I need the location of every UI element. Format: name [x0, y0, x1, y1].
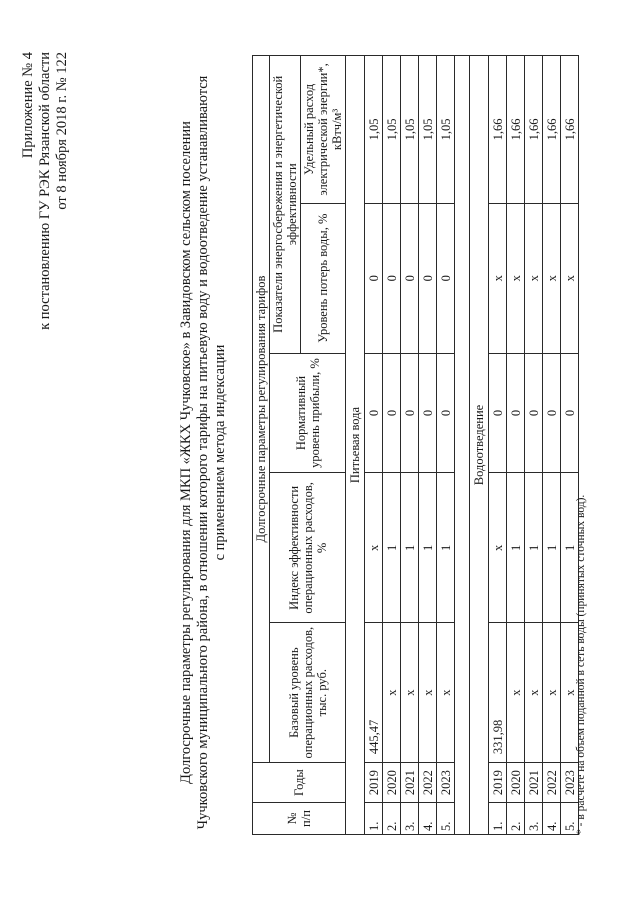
row-profit: 0 [543, 353, 561, 473]
row-year: 2020 [507, 763, 525, 803]
row-num: 3. [525, 803, 543, 835]
row-index: x [365, 473, 383, 623]
title-line-3: с применением метода индексации [212, 344, 228, 561]
table-row [507, 56, 525, 835]
row-energy: 1,66 [489, 56, 507, 204]
row-year: 2021 [401, 763, 419, 803]
header-energy-use: Удельный расход электрической энергии*, кВтч/м³ [301, 56, 346, 204]
row-loss: 0 [437, 203, 455, 353]
row-num: 1. [489, 803, 507, 835]
row-index: 1 [437, 473, 455, 623]
row-profit: 0 [561, 353, 579, 473]
row-profit: 0 [437, 353, 455, 473]
section-wastewater: Водоотведение [470, 56, 489, 835]
row-index: 1 [543, 473, 561, 623]
row-energy: 1,05 [401, 56, 419, 204]
document-title [178, 20, 229, 885]
header-num: № п/п [253, 803, 346, 835]
row-index: 1 [561, 473, 579, 623]
row-num: 4. [543, 803, 561, 835]
row-index: x [489, 473, 507, 623]
row-loss: 0 [365, 203, 383, 353]
parameters-table [252, 55, 579, 835]
row-num: 4. [419, 803, 437, 835]
row-index: 1 [419, 473, 437, 623]
row-profit: 0 [419, 353, 437, 473]
row-index: 1 [507, 473, 525, 623]
appendix-date: от 8 ноября 2018 г. № 122 [54, 52, 70, 210]
row-base: x [419, 623, 437, 763]
row-profit: 0 [383, 353, 401, 473]
row-base: x [525, 623, 543, 763]
row-year: 2023 [437, 763, 455, 803]
row-profit: 0 [489, 353, 507, 473]
row-num: 5. [561, 803, 579, 835]
row-loss: 0 [401, 203, 419, 353]
row-base: x [507, 623, 525, 763]
header-water-loss: Уровень потерь воды, % [301, 203, 346, 353]
row-year: 2023 [561, 763, 579, 803]
row-loss: 0 [383, 203, 401, 353]
row-energy: 1,66 [561, 56, 579, 204]
row-year: 2019 [489, 763, 507, 803]
row-loss: x [489, 203, 507, 353]
table-row [419, 56, 437, 835]
row-base: x [383, 623, 401, 763]
row-num: 2. [383, 803, 401, 835]
row-energy: 1,05 [383, 56, 401, 204]
row-num: 5. [437, 803, 455, 835]
header-profit-level: Нормативный уровень прибыли, % [270, 353, 346, 473]
header-energy-group: Показатели энергосбережения и энергетической эффективности [270, 56, 301, 354]
appendix-resolution: к постановлению ГУ РЭК Рязанской области [37, 52, 53, 330]
header-efficiency-index: Индекс эффективности операционных расходов, % [270, 473, 346, 623]
row-num: 1. [365, 803, 383, 835]
row-energy: 1,66 [543, 56, 561, 204]
row-base: 331,98 [489, 623, 507, 763]
row-base: x [561, 623, 579, 763]
table-row [525, 56, 543, 835]
row-year: 2019 [365, 763, 383, 803]
row-energy: 1,66 [507, 56, 525, 204]
row-profit: 0 [507, 353, 525, 473]
footnote: * - в расчете на объем поданной в сеть воды (принятых сточных вод). [575, 494, 587, 835]
row-loss: x [525, 203, 543, 353]
header-years: Годы [253, 763, 346, 803]
row-energy: 1,05 [437, 56, 455, 204]
row-energy: 1,66 [525, 56, 543, 204]
row-base: x [437, 623, 455, 763]
title-line-2: Чучковского муниципального района, в отношении которого тарифы на питьевую воду и водоотведение устанавливаются [195, 75, 211, 830]
row-loss: 0 [419, 203, 437, 353]
row-profit: 0 [401, 353, 419, 473]
row-base: x [401, 623, 419, 763]
header-base-level: Базовый уровень операционных расходов, тыс. руб. [270, 623, 346, 763]
row-base: 445,47 [365, 623, 383, 763]
row-energy: 1,05 [365, 56, 383, 204]
row-energy: 1,05 [419, 56, 437, 204]
row-year: 2021 [525, 763, 543, 803]
row-profit: 0 [525, 353, 543, 473]
row-num: 2. [507, 803, 525, 835]
row-profit: 0 [365, 353, 383, 473]
section-spacer [455, 56, 470, 835]
table-row [383, 56, 401, 835]
table-row [365, 56, 383, 835]
row-year: 2022 [419, 763, 437, 803]
header-long-term: Долгосрочные параметры регулирования тарифов [253, 56, 270, 763]
table-row [489, 56, 507, 835]
appendix-header [20, 52, 71, 330]
row-index: 1 [401, 473, 419, 623]
row-year: 2020 [383, 763, 401, 803]
row-base: x [543, 623, 561, 763]
row-loss: x [543, 203, 561, 353]
row-num: 3. [401, 803, 419, 835]
appendix-number: Приложение № 4 [20, 52, 36, 159]
row-loss: x [561, 203, 579, 353]
section-drinking-water: Питьевая вода [346, 56, 365, 835]
row-index: 1 [525, 473, 543, 623]
row-index: 1 [383, 473, 401, 623]
title-line-1: Долгосрочные параметры регулирования для МКП «ЖКХ Чучковское» в Завидовском сельском поселении [178, 121, 194, 784]
table-row [543, 56, 561, 835]
row-loss: x [507, 203, 525, 353]
table-row [437, 56, 455, 835]
row-year: 2022 [543, 763, 561, 803]
table-row [401, 56, 419, 835]
